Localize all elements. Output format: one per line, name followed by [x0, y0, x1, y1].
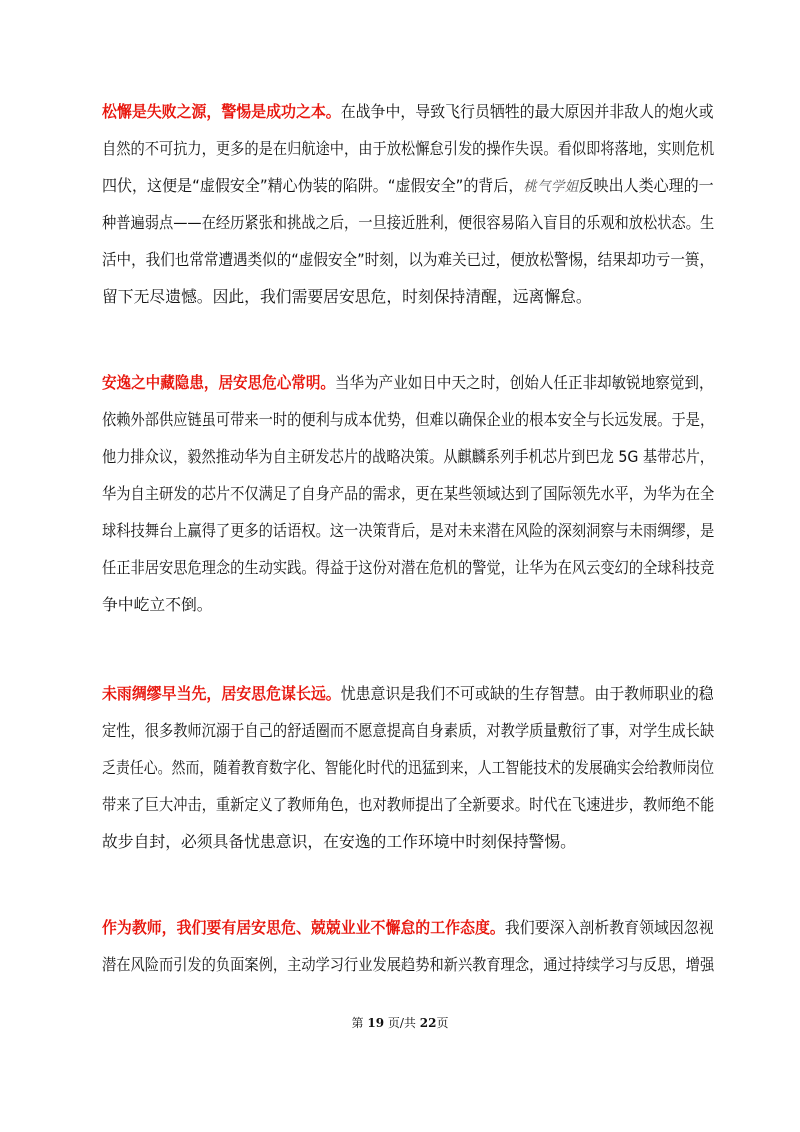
text-span: 在战争中，导致飞行员牺牲的最大原因并非敌人的炮火或	[340, 102, 714, 121]
text-line: 活中，我们也常常遭遇类似的“虚假安全”时刻，以为难关已过，便放松警惕，结果却功亏一篑，	[102, 250, 715, 269]
page-footer	[0, 1014, 800, 1031]
text-line: 故步自封，必须具备忧患意识，在安逸的工作环境中时刻保持警惕。	[102, 832, 576, 851]
highlight-heading: 安逸之中藏隐患，居安思危心常明。	[102, 373, 335, 392]
highlight-heading: 松懈是失败之源，警惕是成功之本。	[102, 102, 341, 121]
text-span: 当华为产业如日中天之时，创始人任正非却敏锐地察觉到，	[334, 373, 714, 392]
current-page-number: 19	[367, 1016, 385, 1030]
text-line: 他力排众议，毅然推动华为自主研发芯片的战略决策。从麒麟系列手机芯片到巴龙 5G 基带芯片，	[102, 447, 715, 466]
text-line: 球科技舞台上赢得了更多的话语权。这一决策背后，是对未来潜在风险的深刻洞察与未雨绸缪，是	[102, 521, 715, 540]
text-line: 自然的不可抗力，更多的是在归航途中，由于放松懈怠引发的操作失误。看似即将落地，实则危机	[102, 139, 715, 158]
text-line: 带来了巨大冲击，重新定义了教师角色，也对教师提出了全新要求。时代在飞速进步，教师绝不能	[102, 795, 715, 814]
text-line: 种普遍弱点——在经历紧张和挑战之后，一旦接近胜利，便很容易陷入盲目的乐观和放松状态。生	[102, 213, 715, 232]
text-line: 任正非居安思危理念的生动实践。得益于这份对潜在危机的警觉，让华为在风云变幻的全球科技竞	[102, 558, 715, 577]
text-line	[102, 366, 714, 400]
text-line: 争中屹立不倒。	[102, 595, 213, 614]
text-span: 四伏，这便是“虚假安全”精心伪装的陷阱。“虚假安全”的背后，	[102, 176, 524, 195]
text-line: 乏责任心。然而，随着教育数字化、智能化时代的迅猛到来，人工智能技术的发展确实会给教师岗位	[102, 758, 715, 777]
highlight-heading: 未雨绸缪早当先，居安思危谋长远。	[102, 684, 341, 703]
highlight-heading: 作为教师，我们要有居安思危、兢兢业业不懈怠的工作态度。	[102, 918, 505, 937]
footer-suffix: 页	[436, 1016, 449, 1030]
watermark: 桃气学姐	[523, 179, 579, 195]
footer-middle: 页/共	[387, 1016, 416, 1030]
text-span: 忧患意识是我们不可或缺的生存智慧。由于教师职业的稳	[340, 684, 714, 703]
text-span: 反映出人类心理的一	[578, 176, 714, 195]
text-line	[102, 677, 714, 711]
text-line: 依赖外部供应链虽可带来一时的便利与成本优势，但难以确保企业的根本安全与长远发展。于是，	[102, 410, 715, 429]
text-line	[102, 169, 714, 203]
text-line: 留下无尽遗憾。因此，我们需要居安思危，时刻保持清醒，远离懈怠。	[102, 287, 592, 306]
text-line: 定性，很多教师沉溺于自己的舒适圈而不愿意提高自身素质，对教学质量敷衍了事，对学生成长缺	[102, 721, 715, 740]
footer-prefix: 第	[351, 1016, 364, 1030]
text-span: 我们要深入剖析教育领域因忽视	[504, 918, 714, 937]
text-line	[102, 95, 714, 129]
text-line: 潜在风险而引发的负面案例，主动学习行业发展趋势和新兴教育理念，通过持续学习与反思，增强	[102, 955, 715, 974]
text-line: 华为自主研发的芯片不仅满足了自身产品的需求，更在某些领域达到了国际领先水平，为华为在全	[102, 484, 715, 503]
total-page-number: 22	[419, 1016, 437, 1030]
text-line	[102, 911, 714, 945]
